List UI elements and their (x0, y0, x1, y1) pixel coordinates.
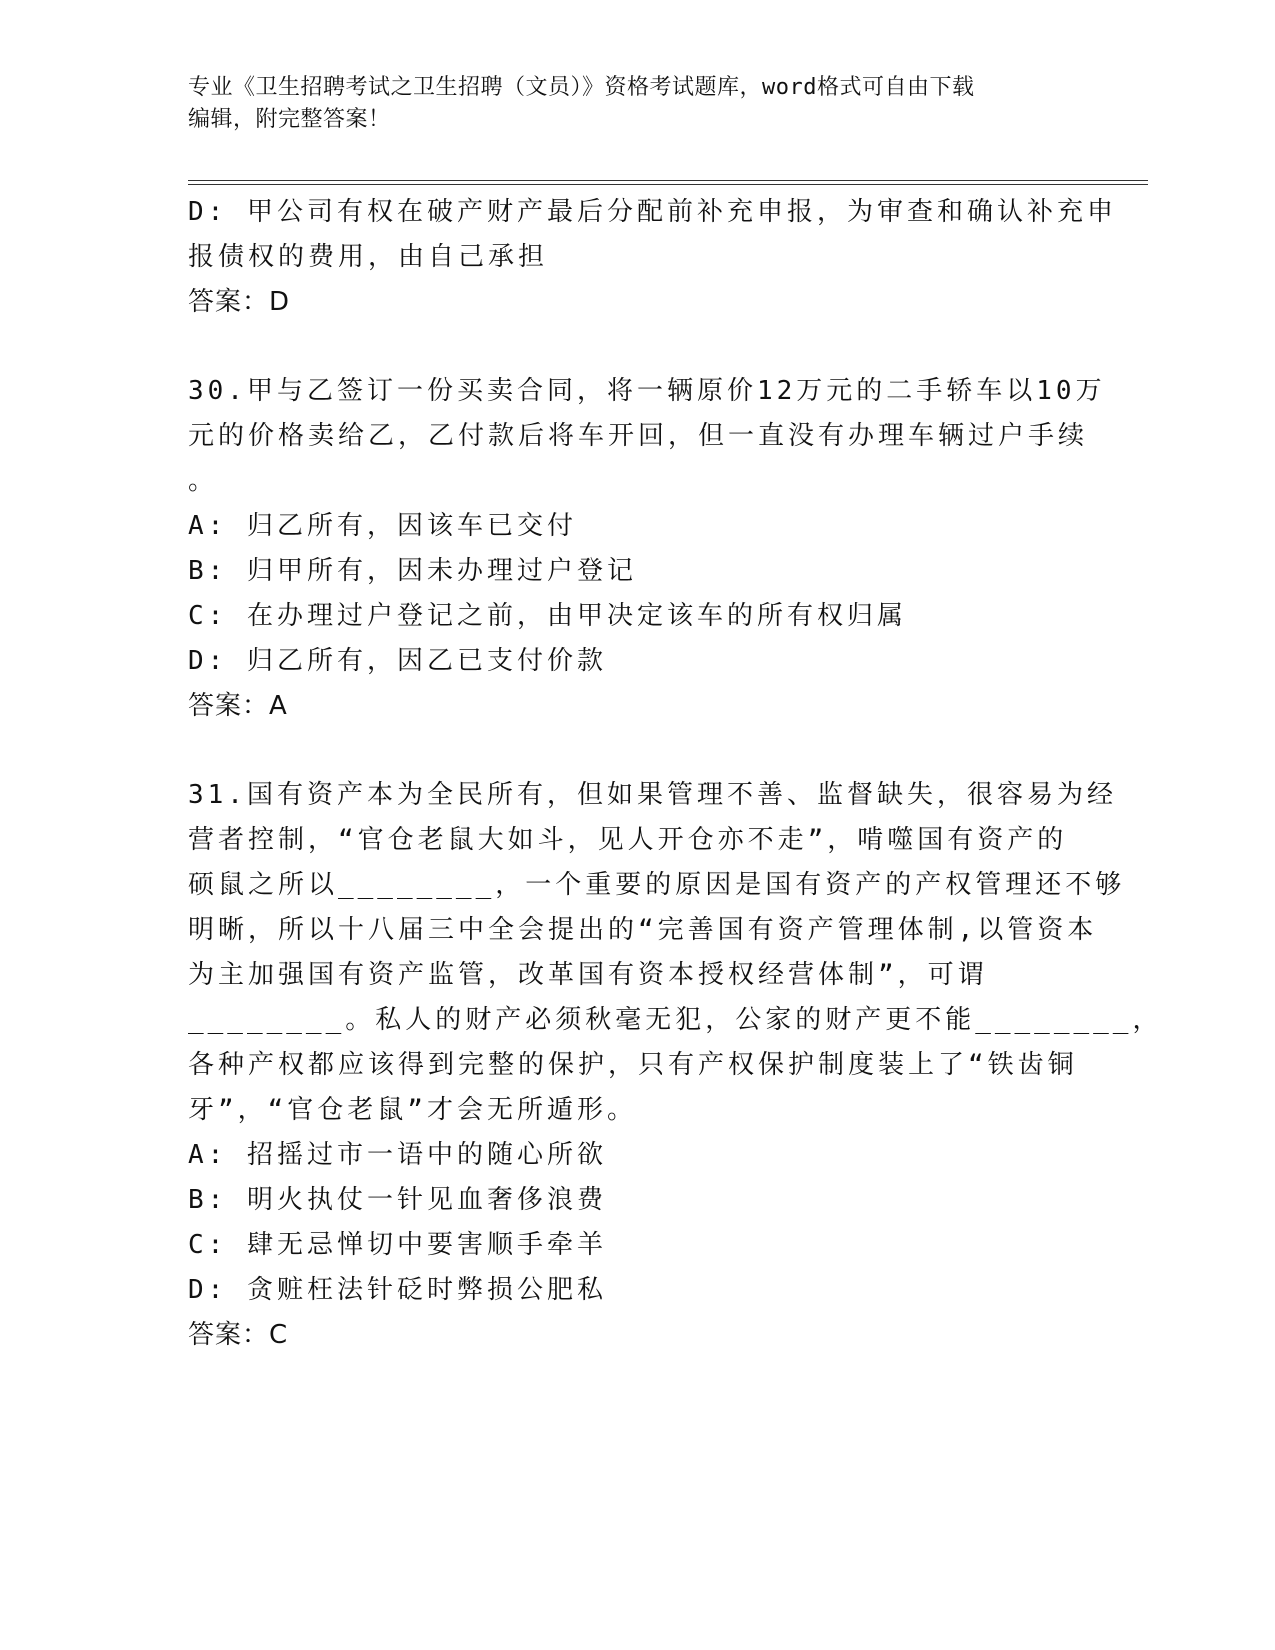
question-29-tail (188, 190, 1117, 325)
question-31 (188, 773, 1163, 1358)
q30-option-d: D: 归乙所有，因乙已支付价款 (188, 646, 607, 676)
q31-option-d: D: 贪赃枉法针砭时弊损公肥私 (188, 1275, 607, 1305)
q31-option-c: C: 肆无忌惮切中要害顺手牵羊 (188, 1230, 607, 1260)
q29-answer: 答案：D (188, 287, 291, 317)
q31-option-b: B: 明火执仗一针见血奢侈浪费 (188, 1185, 607, 1215)
q31-stem-line-2: 营者控制，“官仓老鼠大如斗，见人开仓亦不走”，啃噬国有资产的 (188, 825, 1068, 855)
q30-stem-line-2: 元的价格卖给乙，乙付款后将车开回，但一直没有办理车辆过户手续 (188, 421, 1089, 451)
spacer (188, 325, 1088, 369)
q30-stem-line-1: 30.甲与乙签订一份买卖合同，将一辆原价12万元的二手轿车以10万 (188, 376, 1106, 406)
document-header (188, 72, 1088, 136)
question-content (188, 190, 1163, 1358)
q31-stem-line-4: 明晰，所以十八届三中全会提出的“完善国有资产管理体制,以管资本 (188, 915, 1098, 945)
q31-stem-line-3: 硕鼠之所以________，一个重要的原因是国有资产的产权管理还不够 (188, 870, 1126, 900)
q31-stem-line-1: 31.国有资产本为全民所有，但如果管理不善、监督缺失，很容易为经 (188, 780, 1117, 810)
q30-option-b: B: 归甲所有，因未办理过户登记 (188, 556, 637, 586)
q31-stem-line-8: 牙”，“官仓老鼠”才会无所遁形。 (188, 1095, 637, 1125)
q30-answer: 答案：A (188, 691, 288, 721)
q31-answer: 答案：C (188, 1320, 289, 1350)
q30-option-c: C: 在办理过户登记之前，由甲决定该车的所有权归属 (188, 601, 907, 631)
spacer (188, 729, 1088, 773)
header-line-1: 专业《卫生招聘考试之卫生招聘（文员）》资格考试题库，word格式可自由下载 (188, 75, 975, 100)
q31-stem-line-5: 为主加强国有资产监管，改革国有资本授权经营体制”，可谓 (188, 960, 988, 990)
header-rule-top (188, 180, 1148, 181)
q31-option-a: A: 招摇过市一语中的随心所欲 (188, 1140, 607, 1170)
header-rule-bottom (188, 184, 1148, 185)
q29-option-d-line-2: 报债权的费用，由自己承担 (188, 242, 549, 272)
q31-stem-line-7: 各种产权都应该得到完整的保护，只有产权保护制度装上了“铁齿铜 (188, 1050, 1078, 1080)
question-30 (188, 369, 1106, 729)
header-line-2: 编辑，附完整答案！ (188, 107, 391, 132)
q31-stem-line-6: ________。私人的财产必须秋毫无犯，公家的财产更不能________， (188, 1005, 1163, 1035)
q30-stem-line-3: 。 (188, 466, 219, 496)
q30-option-a: A: 归乙所有，因该车已交付 (188, 511, 577, 541)
q29-option-d-line-1: D: 甲公司有权在破产财产最后分配前补充申报，为审查和确认补充申 (188, 197, 1117, 227)
